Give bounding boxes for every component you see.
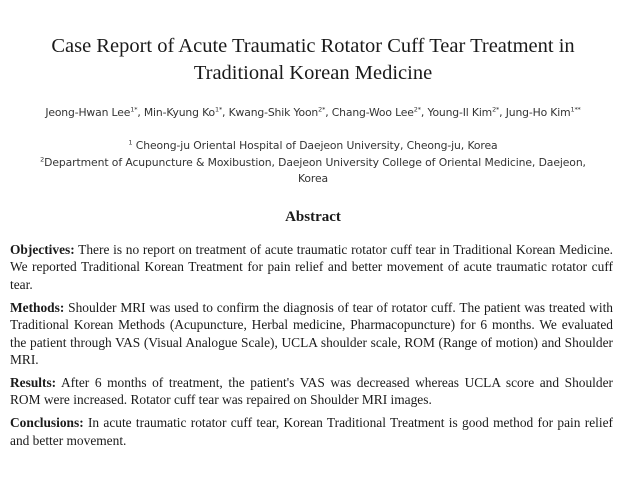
affiliation-mark: 2 xyxy=(40,154,45,163)
author-separator: , xyxy=(420,106,428,119)
section-text: There is no report on treatment of acute traumatic rotator cuff tear in Traditional Korean Medicine. We reported Traditional Korean Treatment for pain relief and better movement of acute traumatic rotator cuff tear. xyxy=(10,242,613,292)
author-separator: , xyxy=(222,106,229,119)
affiliation xyxy=(0,155,626,172)
abstract-objectives xyxy=(10,241,613,293)
abstract-results xyxy=(10,374,613,409)
author-mark: 2* xyxy=(318,105,326,114)
author-separator: , xyxy=(325,106,332,119)
author xyxy=(506,106,581,119)
affiliation-text: Cheong-ju Oriental Hospital of Daejeon University, Cheong-ju, Korea xyxy=(132,139,498,152)
affiliation xyxy=(0,138,626,155)
affiliation-mark: 1 xyxy=(128,138,133,147)
author xyxy=(332,106,428,119)
author-mark: 1* xyxy=(130,105,138,114)
section-label: Objectives: xyxy=(10,242,75,257)
author-separator: , xyxy=(499,106,506,119)
author-list xyxy=(0,105,626,121)
section-label: Conclusions: xyxy=(10,415,84,431)
author xyxy=(229,106,332,119)
author xyxy=(144,106,229,119)
author xyxy=(45,106,144,119)
section-text: After 6 months of treatment, the patient's VAS was decreased whereas UCLA score and Shoulder ROM were increased. Rotator cuff tear was repaired on Shoulder MRI images. xyxy=(10,374,613,408)
author xyxy=(427,106,505,119)
affiliation-text: Department of Acupuncture & Moxibustion, Daejeon University College of Oriental Medicine, Daejeon, xyxy=(44,155,586,169)
author-name: Chang-Woo Lee xyxy=(331,106,414,119)
author-mark: 1* xyxy=(214,105,223,114)
author-separator: , xyxy=(137,106,144,119)
paper-title xyxy=(0,33,626,87)
abstract-heading: Abstract xyxy=(285,209,341,225)
abstract-conclusions xyxy=(10,414,613,449)
affiliation xyxy=(0,171,626,188)
author-name: Jung-Ho Kim xyxy=(505,106,571,119)
author-name: Jeong-Hwan Lee xyxy=(45,106,131,119)
affiliation-list xyxy=(0,138,626,188)
abstract-body xyxy=(10,241,613,454)
author-mark: 2* xyxy=(492,105,500,114)
section-label: Methods: xyxy=(10,299,65,315)
abstract-methods xyxy=(10,299,613,369)
section-text: In acute traumatic rotator cuff tear, Korean Traditional Treatment is good method for pain relief and better movement. xyxy=(10,415,613,448)
author-mark: 1** xyxy=(570,105,581,114)
author-name: Min-Kyung Ko xyxy=(143,106,215,119)
title-line-1: Case Report of Acute Traumatic Rotator Cuff Tear Treatment in xyxy=(51,35,575,57)
affiliation-text: Korea xyxy=(297,172,329,185)
author-mark: 2* xyxy=(413,105,421,114)
section-text: Shoulder MRI was used to confirm the diagnosis of tear of rotator cuff. The patient was treated with Traditional Korean Methods (Acupuncture, Herbal medicine, Pharmacopuncture) for 6 months. We evaluated the patient through VAS (Visual Analogue Scale), UCLA shoulder scale, ROM (Range of motion) and Shoulder MRI. xyxy=(10,299,613,367)
section-label: Results: xyxy=(10,374,57,390)
author-name: Young-Il Kim xyxy=(427,106,493,119)
title-line-2: Traditional Korean Medicine xyxy=(193,62,433,84)
author-name: Kwang-Shik Yoon xyxy=(228,106,319,119)
